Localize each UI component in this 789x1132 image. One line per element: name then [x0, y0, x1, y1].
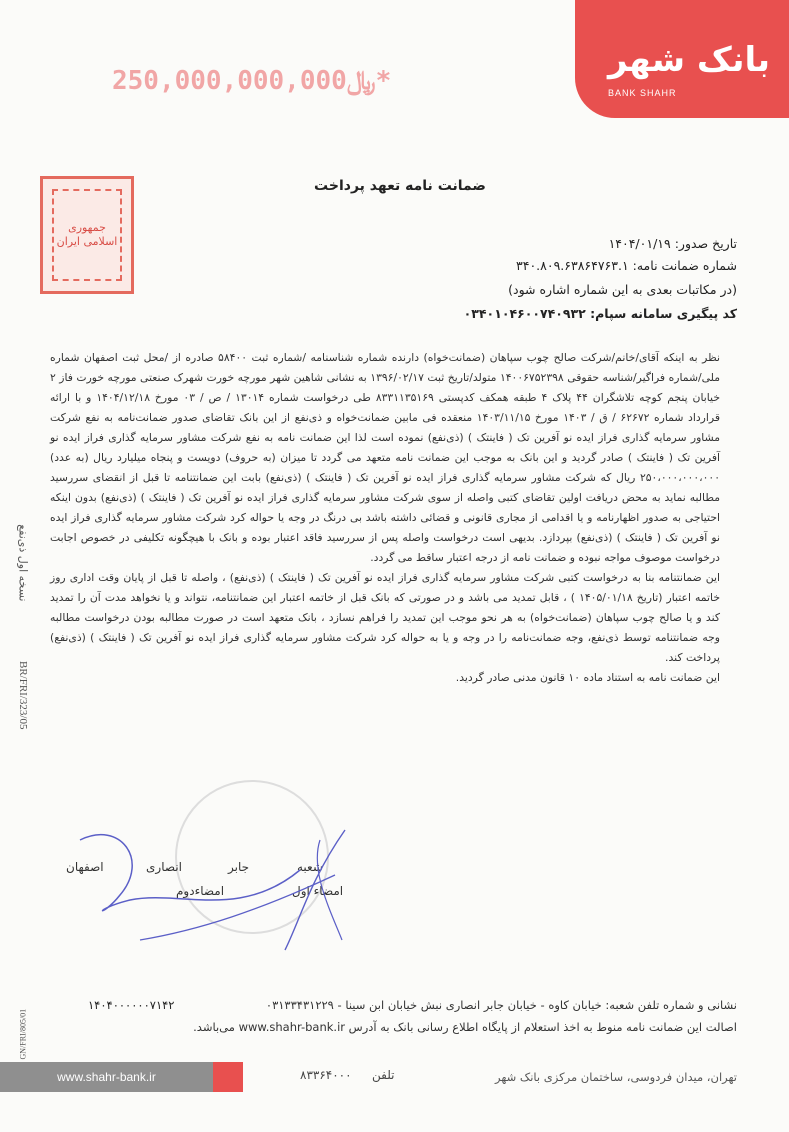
stamp-emblem: جمهوری اسلامی ایران	[52, 189, 122, 281]
body-paragraph: نظر به اینکه آقای/خانم/شرکت صالح چوب سپاهان (ضمانت‌خواه) دارنده شماره شناسنامه /شماره ثبت ۵۸۴۰۰ صادره از /محل ثبت اصفهان شماره ملی/شماره فراگیر/شناسه حقوقی ۱۴۰۰۶۷۵۲۳۹۸ متولد/تاریخ ثبت ۱۳۹۶/۰۲/۱۷ به نشانی شاهین شهر مورچه خورت شهرک صنعتی مورچه خورت فاز ۲ خیابان پنجم کوچه تلاشگران ۴۴ پلاک ۴ طبقه همکف کدپستی ۸۳۳۱۱۳۵۱۶۹ طی درخواست شماره ۱۳۰۱۴ / ص / ۰۳ مورخ ۱۴۰۴/۱۲/۱۸ و با ارائه قرارداد شماره ۶۲۶۷۲ / ق / ۱۴۰۳ مورخ ۱۴۰۳/۱۱/۱۵ منعقده فی مابین ضمانت‌خواه و ذی‌نفع از این بانک تقاضای صدور ضمانت‌نامه به نفع شرکت مشاور سرمایه گذاری فراز ایده نو آفرین تک ( فاینتک ) (ذی‌نفع) نموده است لذا این ضمانت نامه به نفع شرکت مشاور سرمایه گذاری فراز ایده نو آفرین تک ( فاینتک ) صادر گردید و این بانک به موجب این ضمانت نامه متعهد می گردد تا میزان (به حروف) دویست و پنجاه میلیارد ریال (به عدد) ۲۵۰،۰۰۰،۰۰۰،۰۰۰ ریال که شرکت مشاور سرمایه گذاری فراز ایده نو آفرین تک ( فاینتک ) (ذی‌نفع) بابت این ضمانتنامه تا قبل از انقضای سررسید مطالبه نماید به محض دریافت اولین تقاضای کتبی واصله از سوی شرکت مشاور سرمایه گذاری فراز ایده نو آفرین تک ( فاینتک ) (ذی‌نفع) بدون اینکه احتیاجی به صدور اظهارنامه و یا اقدامی از مجاری قانونی و قضائی داشته باشد بی درنگ در وجه یا حواله کرد شرکت مشاور سرمایه گذاری فراز ایده نو آفرین تک ( فاینتک ) (ذی‌نفع) بپردازد. بدیهی است درخواست واصله پس از سررسید فاقد اعتبار بوده و بانک با هیچگونه تکلیفی در خصوص اجابت درخواست موصوف مواجه نبوده و ضمانت نامه از درجه اعتبار ساقط می گردد.	[50, 351, 721, 564]
validity-note: اصالت این ضمانت نامه منوط به اخذ استعلام از پایگاه اطلاع رسانی بانک به آدرس www.shahr-bank.ir می‌باشد.	[193, 1020, 737, 1034]
website-bar[interactable]: www.shahr-bank.ir	[0, 1062, 213, 1092]
branch-name-3: اصفهان	[66, 860, 104, 874]
handwritten-signature	[60, 800, 360, 960]
footer-code: ۱۴۰۴۰۰۰۰۰۰۷۱۴۲	[88, 998, 175, 1012]
tracking-code: کد پیگیری سامانه سپام: ۰۳۴۰۱۰۴۶۰۰۷۴۰۹۳۲	[463, 306, 737, 321]
guarantee-body	[50, 348, 720, 688]
document-title: ضمانت نامه تعهد پرداخت	[314, 178, 486, 194]
body-paragraph: این ضمانت نامه به استناد ماده ۱۰ قانون مدنی صادر گردید.	[455, 671, 720, 684]
amount-star: *	[375, 66, 392, 96]
form-code-2: GN/FRI/805/01	[18, 1008, 28, 1060]
hq-address: تهران، میدان فردوسی، ساختمان مرکزی بانک شهر	[494, 1070, 737, 1084]
form-code: BR/FRI/323/05	[17, 661, 29, 730]
phone-number: ۸۳۳۶۴۰۰۰	[300, 1068, 352, 1082]
branch-name-1: جابر	[228, 860, 250, 874]
footer-accent	[213, 1062, 243, 1092]
reference-note: (در مکاتبات بعدی به این شماره اشاره شود)	[508, 282, 737, 297]
bank-logo-english: BANK SHAHR	[608, 88, 677, 98]
guarantee-amount	[112, 66, 472, 97]
first-signature-label: امضاء اول	[292, 884, 344, 898]
currency-symbol: ﷼	[346, 66, 376, 96]
branch-label: شعبه	[297, 860, 323, 874]
amount-value: 250,000,000,000	[112, 66, 347, 96]
branch-address: نشانی و شماره تلفن شعبه: خیابان کاوه - خیابان جابر انصاری نبش خیابان ابن سینا - ۰۳۱۳۳۴۳۱۲۲۹	[265, 998, 737, 1012]
phone-label: تلفن	[372, 1068, 395, 1082]
bank-logo-text: بانک شهر	[608, 40, 770, 80]
revenue-stamp	[40, 176, 134, 294]
guarantee-number: شماره ضمانت نامه: ۳۴۰.۸۰۹.۶۳۸۶۴۷۶۳.۱	[516, 258, 737, 273]
copy-label: نسخه اول ذی‌نفع	[16, 524, 30, 602]
issue-date: تاریخ صدور: ۱۴۰۴/۰۱/۱۹	[608, 236, 737, 251]
second-signature-label: امضاءدوم	[176, 884, 225, 898]
body-paragraph: این ضمانتنامه بنا به درخواست کتبی شرکت مشاور سرمایه گذاری فراز ایده نو آفرین تک ( فاینتک ) (ذی‌نفع) ، واصله تا قبل از پایان وقت اداری روز خاتمه اعتبار (تاریخ ۱۴۰۵/۰۱/۱۸ ) ، قابل تمدید می باشد و در صورتی که بانک قبل از خاتمه اعتبار این ضمانتنامه، نتواند و یا نخواهد مدت آن را تمدید کند و یا صالح چوب سپاهان (ضمانت‌خواه) به هر نحو موجب این تمدید را فراهم نسازد ، بانک متعهد است در صورت مطالبه بودن درخواست مطالبه وجه ضمانتنامه توسط ذی‌نفع، وجه ضمانت‌نامه را در وجه و یا به حواله کرد شرکت مشاور سرمایه گذاری فراز ایده نو آفرین تک ( فاینتک ) (ذی‌نفع) پرداخت کند.	[50, 571, 720, 664]
branch-name-2: انصاری	[146, 860, 182, 874]
